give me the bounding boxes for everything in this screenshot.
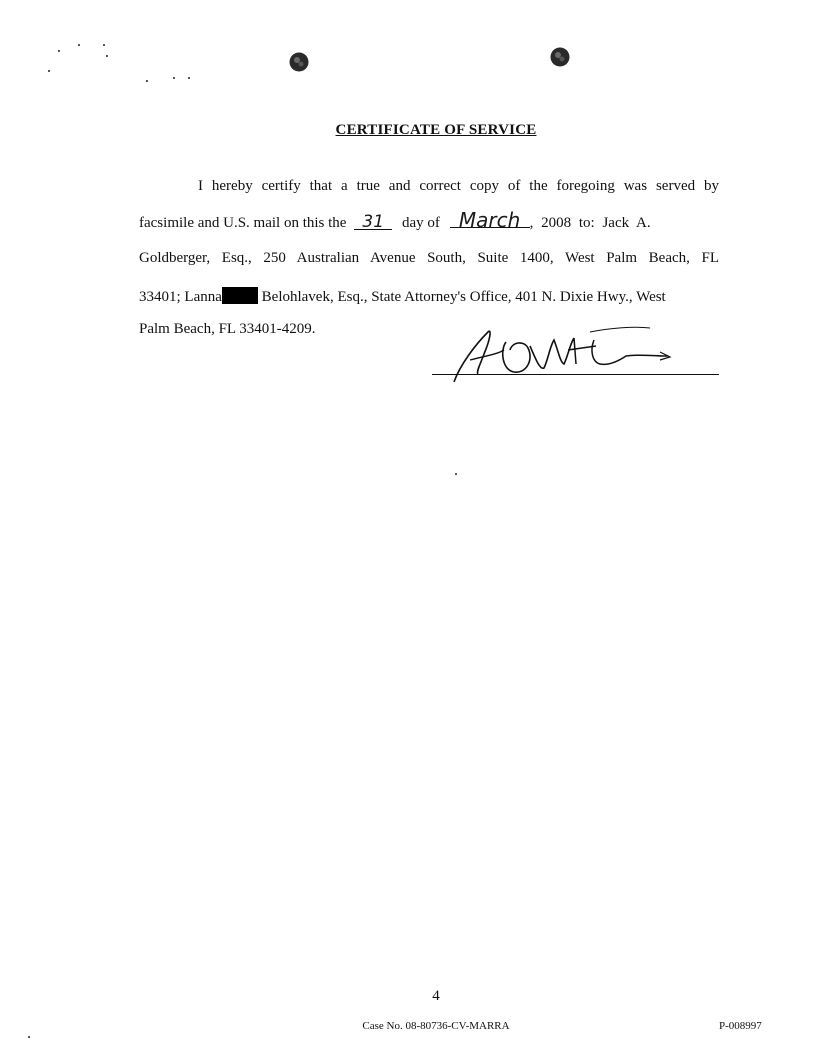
body-text: 33401; Lanna bbox=[139, 289, 222, 305]
body-line bbox=[198, 178, 719, 195]
case-number: Case No. 08-80736-CV-MARRA bbox=[362, 1020, 510, 1032]
body-text: Goldberger, Esq., 250 Australian Avenue South, Suite 1400, West Palm Beach, FL bbox=[139, 250, 719, 266]
body-line bbox=[139, 250, 719, 267]
scan-speck bbox=[28, 1036, 30, 1038]
handwritten-month: March bbox=[450, 213, 530, 228]
scan-speck bbox=[48, 70, 50, 72]
body-text: I hereby certify that a true and correct copy of the foregoing was served by bbox=[198, 178, 719, 194]
body-text: Palm Beach, FL 33401-4209. bbox=[139, 321, 316, 337]
hole-punch-icon bbox=[550, 47, 570, 67]
body-text: , 2008 to: Jack A. bbox=[529, 215, 651, 231]
signature-line bbox=[432, 374, 719, 375]
hole-punch-icon bbox=[289, 52, 309, 72]
body-line bbox=[139, 321, 316, 338]
page-number: 4 bbox=[432, 988, 440, 1004]
scan-speck bbox=[58, 50, 60, 52]
body-text: Belohlavek, Esq., State Attorney's Office, 401 N. Dixie Hwy., West bbox=[261, 289, 666, 305]
body-text: day of bbox=[401, 215, 440, 231]
page-title: CERTIFICATE OF SERVICE bbox=[335, 122, 537, 138]
handwritten-day: 31 bbox=[354, 215, 392, 230]
scan-speck bbox=[78, 44, 80, 46]
redaction-block bbox=[222, 287, 258, 304]
scan-speck bbox=[146, 80, 148, 82]
bates-number: P-008997 bbox=[719, 1020, 762, 1032]
body-line bbox=[139, 287, 666, 306]
body-text: facsimile and U.S. mail on this the bbox=[139, 215, 347, 231]
scan-speck bbox=[455, 473, 457, 475]
scan-speck bbox=[103, 44, 105, 46]
scan-speck bbox=[106, 55, 108, 57]
signature-icon bbox=[440, 320, 680, 385]
body-line bbox=[139, 208, 651, 232]
scan-speck bbox=[173, 77, 175, 79]
scan-speck bbox=[188, 77, 190, 79]
